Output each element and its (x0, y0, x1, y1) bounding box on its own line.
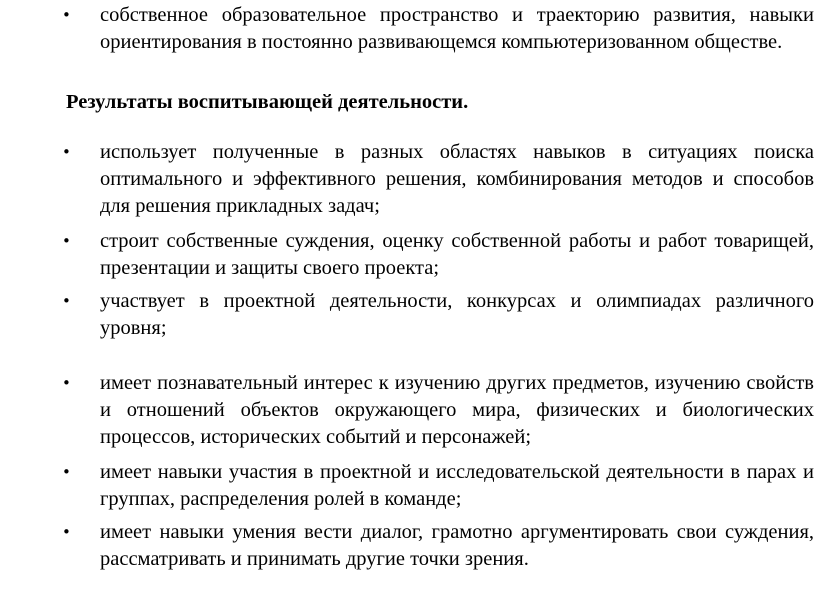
list-item: строит собственные суждения, оценку собственной работы и работ товарищей, презентации и защиты своего проекта; (100, 230, 814, 279)
bullet-icon: • (62, 292, 71, 310)
bullet-icon: • (62, 6, 71, 24)
bullet-icon: • (62, 374, 71, 392)
bullet-icon: • (62, 523, 71, 541)
list-item: участвует в проектной деятельности, конкурсах и олимпиадах различного уровня; (100, 290, 814, 339)
list-item: имеет навыки умения вести диалог, грамотно аргументировать свои суждения, рассматривать и принимать другие точки зрения. (100, 521, 814, 570)
bullet-icon: • (62, 232, 71, 250)
list-item: имеет познавательный интерес к изучению других предметов, изучению свойств и отношений объектов окружающего мира, физических и биологических процессов, исторических событий и персонажей; (100, 372, 814, 448)
list-item: использует полученные в разных областях навыков в ситуациях поиска оптимального и эффективного решения, комбинирования методов и способов для решения прикладных задач; (100, 141, 814, 217)
section-heading: Результаты воспитывающей деятельности. (66, 91, 469, 113)
list-item: имеет навыки участия в проектной и исследовательской деятельности в парах и группах, распределения ролей в команде; (100, 461, 814, 510)
bullet-icon: • (62, 143, 71, 161)
list-item: собственное образовательное пространство и траекторию развития, навыки ориентирования в постоянно развивающемся компьютеризованном обществе. (100, 4, 814, 53)
bullet-icon: • (62, 463, 71, 481)
